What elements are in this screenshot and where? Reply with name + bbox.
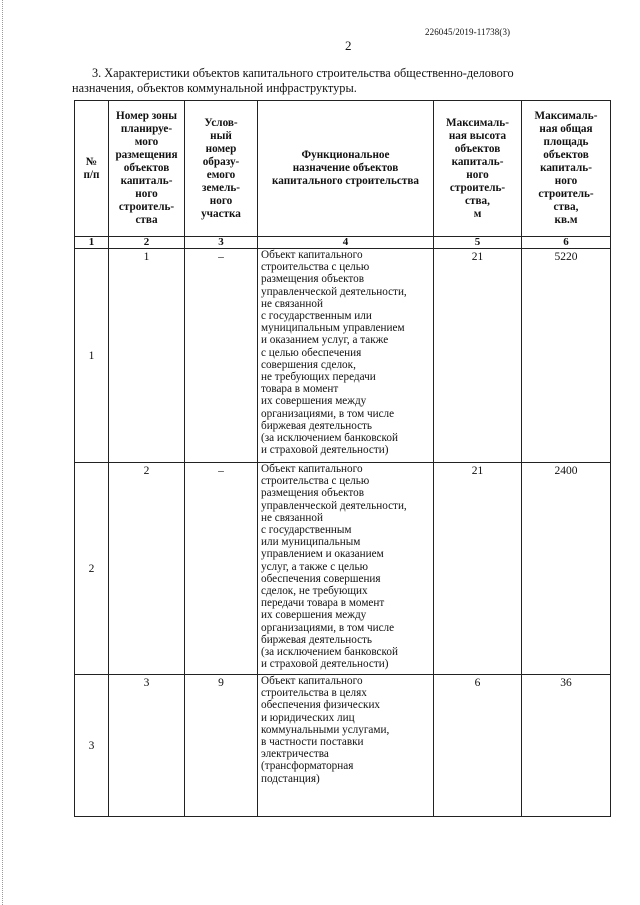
max-area-value: 36 xyxy=(522,675,611,817)
scan-edge-artifact xyxy=(2,0,7,905)
table-row xyxy=(75,675,611,817)
column-number: 2 xyxy=(109,237,185,249)
zone-number: 1 xyxy=(109,249,185,463)
page-number: 2 xyxy=(345,38,352,53)
table-row xyxy=(75,463,611,675)
header-zone: Номер зоны планируе- мого размещения объектов капиталь- ного строитель- ства xyxy=(109,101,185,237)
column-number: 5 xyxy=(434,237,522,249)
max-height-value: 6 xyxy=(434,675,522,817)
max-height-value: 21 xyxy=(434,249,522,463)
plot-number: 9 xyxy=(185,675,258,817)
header-plot: Услов- ный номер образу- емого земель- ного участка xyxy=(185,101,258,237)
document-id: 226045/2019-11738(3) xyxy=(425,27,511,37)
characteristics-table xyxy=(74,100,611,817)
max-area-value: 2400 xyxy=(522,463,611,675)
header-purpose: Функциональное назначение объектов капитального строительства xyxy=(258,101,434,237)
column-number-row xyxy=(75,237,611,249)
column-number: 3 xyxy=(185,237,258,249)
table-row xyxy=(75,249,611,463)
column-number: 4 xyxy=(258,237,434,249)
header-number: № п/п xyxy=(75,101,109,237)
row-number: 3 xyxy=(75,675,109,817)
table-header-row xyxy=(75,101,611,237)
purpose-text: Объект капитального строительства с целью размещения объектов управленческой деятельности, не связанной с государственным или муниципальным управлением и оказанием услуг, а также с целью обеспечения совершения сделок, не требующих передачи товара в момент их совершения между организациями, в том числе биржевая деятельность (за исключением банковской и страховой деятельности) xyxy=(258,463,434,675)
purpose-text: Объект капитального строительства с целью размещения объектов управленческой деятельности, не связанной с государственным или муниципальным управлением и оказанием услуг, а также с целью обеспечения совершения сделок, не требующих передачи товара в момент их совершения между организациями, в том числе биржевая деятельность (за исключением банковской и страховой деятельности) xyxy=(258,249,434,463)
header-max-height: Максималь- ная высота объектов капиталь- ного строитель- ства, м xyxy=(434,101,522,237)
caption-line-2: назначения, объектов коммунальной инфраструктуры. xyxy=(72,81,357,95)
plot-number: – xyxy=(185,249,258,463)
table-caption xyxy=(72,66,562,96)
max-height-value: 21 xyxy=(434,463,522,675)
caption-line-1: 3. Характеристики объектов капитального строительства общественно-делового xyxy=(92,66,514,80)
max-area-value: 5220 xyxy=(522,249,611,463)
purpose-text: Объект капитального строительства в целях обеспечения физических и юридических лиц коммунальными услугами, в частности поставки электричества (трансформаторная подстанция) xyxy=(258,675,434,817)
column-number: 6 xyxy=(522,237,611,249)
zone-number: 3 xyxy=(109,675,185,817)
column-number: 1 xyxy=(75,237,109,249)
plot-number: – xyxy=(185,463,258,675)
row-number: 1 xyxy=(75,249,109,463)
row-number: 2 xyxy=(75,463,109,675)
header-max-area: Максималь- ная общая площадь объектов капиталь- ного строитель- ства, кв.м xyxy=(522,101,611,237)
zone-number: 2 xyxy=(109,463,185,675)
